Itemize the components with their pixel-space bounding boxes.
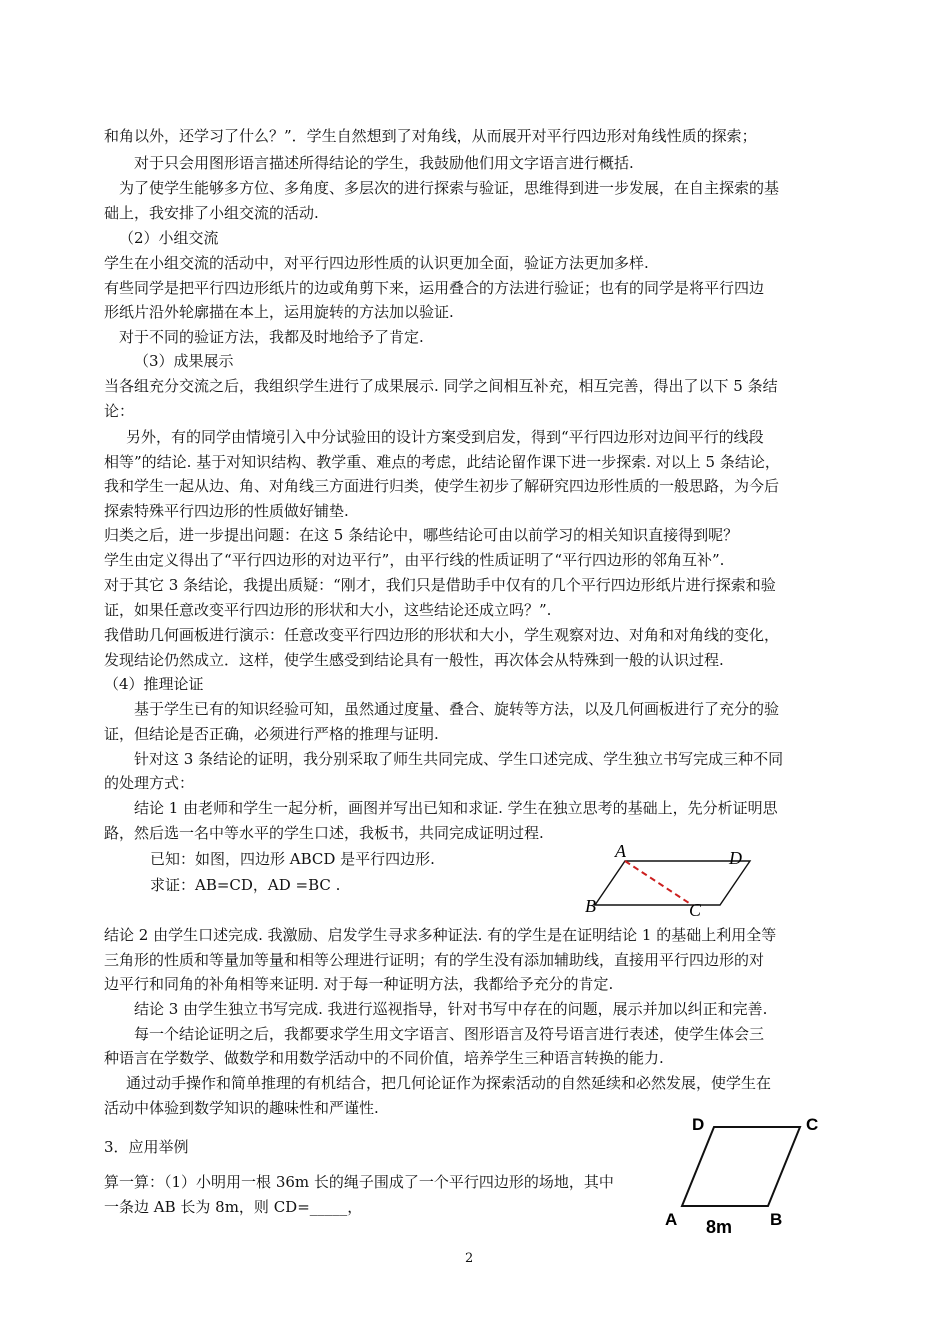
- section-heading: （4）推理论证: [104, 675, 204, 693]
- parallelogram-outline: [682, 1127, 800, 1206]
- text-line: 对于只会用图形语言描述所得结论的学生，我鼓励他们用文字语言进行概括.: [134, 154, 634, 172]
- text-line: 学生在小组交流的活动中，对平行四边形性质的认识更加全面，验证方法更加多样.: [104, 254, 649, 272]
- text-line: 形纸片沿外轮廓描在本上，运用旋转的方法加以验证.: [104, 303, 454, 321]
- text-line: 一条边 AB 长为 8m，则 CD=_____，: [104, 1198, 363, 1216]
- text-line: 对于不同的验证方法，我都及时地给予了肯定.: [119, 328, 424, 346]
- vertex-label-a: A: [665, 1210, 678, 1229]
- text-line: 通过动手操作和简单推理的有机结合，把几何论证作为探索活动的自然延续和必然发展，使学生在: [126, 1074, 772, 1092]
- text-line: 结论 2 由学生口述完成. 我激励、启发学生寻求多种证法. 有的学生是在证明结论 1 的基础上利用全等: [104, 926, 777, 944]
- text-line: 我借助几何画板进行演示：任意改变平行四边形的形状和大小，学生观察对边、对角和对角线的变化，: [104, 626, 780, 644]
- text-line: 针对这 3 条结论的证明，我分别采取了师生共同完成、学生口述完成、学生独立书写完成三种不同: [134, 750, 784, 768]
- text-line: 学生由定义得出了“平行四边形的对边平行”，由平行线的性质证明了“平行四边形的邻角互补”.: [104, 551, 725, 569]
- section-heading: （3）成果展示: [134, 352, 234, 370]
- page-number: 2: [465, 1251, 474, 1266]
- text-line: 为了使学生能够多方位、多角度、多层次的进行探索与验证，思维得到进一步发展，在自主探索的基: [119, 179, 780, 197]
- text-line: 种语言在学数学、做数学和用数学活动中的不同价值，培养学生三种语言转换的能力.: [104, 1049, 664, 1067]
- vertex-label-a: A: [615, 841, 626, 861]
- text-line: 三角形的性质和等量加等量和相等公理进行证明；有的学生没有添加辅助线，直接用平行四边形的对: [104, 951, 765, 969]
- parallelogram-figure-2: [660, 1110, 830, 1240]
- vertex-label-d: D: [729, 848, 742, 868]
- text-line: 论：: [104, 402, 135, 420]
- section-heading: （2）小组交流: [119, 229, 219, 247]
- text-line: 的处理方式：: [104, 774, 195, 792]
- text-line: 对于其它 3 条结论，我提出质疑：“刚才，我们只是借助手中仅有的几个平行四边形纸片进行探索和验: [104, 576, 776, 594]
- text-line: 另外，有的同学由情境引入中分试验田的设计方案受到启发，得到“平行四边形对边间平行的线段: [126, 428, 764, 446]
- text-line: 基于学生已有的知识经验可知，虽然通过度量、叠合、旋转等方法，以及几何画板进行了充分的验: [134, 700, 780, 718]
- text-line: 每一个结论证明之后，我都要求学生用文字语言、图形语言及符号语言进行表述，使学生体会三: [134, 1025, 765, 1043]
- text-line: 结论 1 由老师和学生一起分析，画图并写出已知和求证. 学生在独立思考的基础上，先分析证明思: [134, 799, 778, 817]
- parallelogram-figure-1: [575, 838, 775, 926]
- prove-statement: 求证：AB=CD，AD =BC .: [150, 876, 341, 894]
- text-line: 算一算：（1）小明用一根 36m 长的绳子围成了一个平行四边形的场地，其中: [104, 1173, 614, 1191]
- vertex-label-c: C: [689, 900, 702, 920]
- text-line: 边平行和同角的补角相等来证明. 对于每一种证明方法，我都给予充分的肯定.: [104, 975, 614, 993]
- text-line: 证，但结论是否正确，必须进行严格的推理与证明.: [104, 725, 439, 743]
- vertex-label-b: B: [585, 896, 596, 916]
- vertex-label-c: C: [806, 1115, 819, 1134]
- vertex-label-b: B: [770, 1210, 783, 1229]
- parallelogram-outline: [595, 861, 750, 905]
- text-line: 和角以外，还学习了什么？”．学生自然想到了对角线，从而展开对平行四边形对角线性质的探索；: [104, 127, 757, 145]
- text-line: 我和学生一起从边、角、对角线三方面进行归类，使学生初步了解研究四边形性质的一般思路，为今后: [104, 477, 780, 495]
- section-heading: 3．应用举例: [104, 1138, 189, 1156]
- diagonal-line: [625, 861, 692, 905]
- side-length-label: 8m: [706, 1217, 733, 1237]
- text-line: 有些同学是把平行四边形纸片的边或角剪下来，运用叠合的方法进行验证；也有的同学是将平行四边: [104, 279, 765, 297]
- given-statement: 已知：如图，四边形 ABCD 是平行四边形.: [150, 850, 435, 868]
- text-line: 路，然后选一名中等水平的学生口述，我板书，共同完成证明过程.: [104, 824, 544, 842]
- text-line: 础上，我安排了小组交流的活动.: [104, 204, 319, 222]
- text-line: 发现结论仍然成立．这样，使学生感受到结论具有一般性，再次体会从特殊到一般的认识过程.: [104, 651, 724, 669]
- text-line: 相等”的结论. 基于对知识结构、教学重、难点的考虑，此结论留作课下进一步探索. 对以上 5 条结论，: [104, 453, 780, 471]
- text-line: 当各组充分交流之后，我组织学生进行了成果展示. 同学之间相互补充，相互完善，得出了以下 5 条结: [104, 377, 778, 395]
- text-line: 结论 3 由学生独立书写完成. 我进行巡视指导，针对书写中存在的问题，展示并加以纠正和完善.: [134, 1000, 768, 1018]
- text-line: 活动中体验到数学知识的趣味性和严谨性.: [104, 1099, 379, 1117]
- text-line: 归类之后，进一步提出问题：在这 5 条结论中，哪些结论可由以前学习的相关知识直接得到呢？: [104, 526, 739, 544]
- text-line: 证，如果任意改变平行四边形的形状和大小，这些结论还成立吗？”.: [104, 601, 552, 619]
- text-line: 探索特殊平行四边形的性质做好铺垫.: [104, 502, 349, 520]
- vertex-label-d: D: [692, 1115, 705, 1134]
